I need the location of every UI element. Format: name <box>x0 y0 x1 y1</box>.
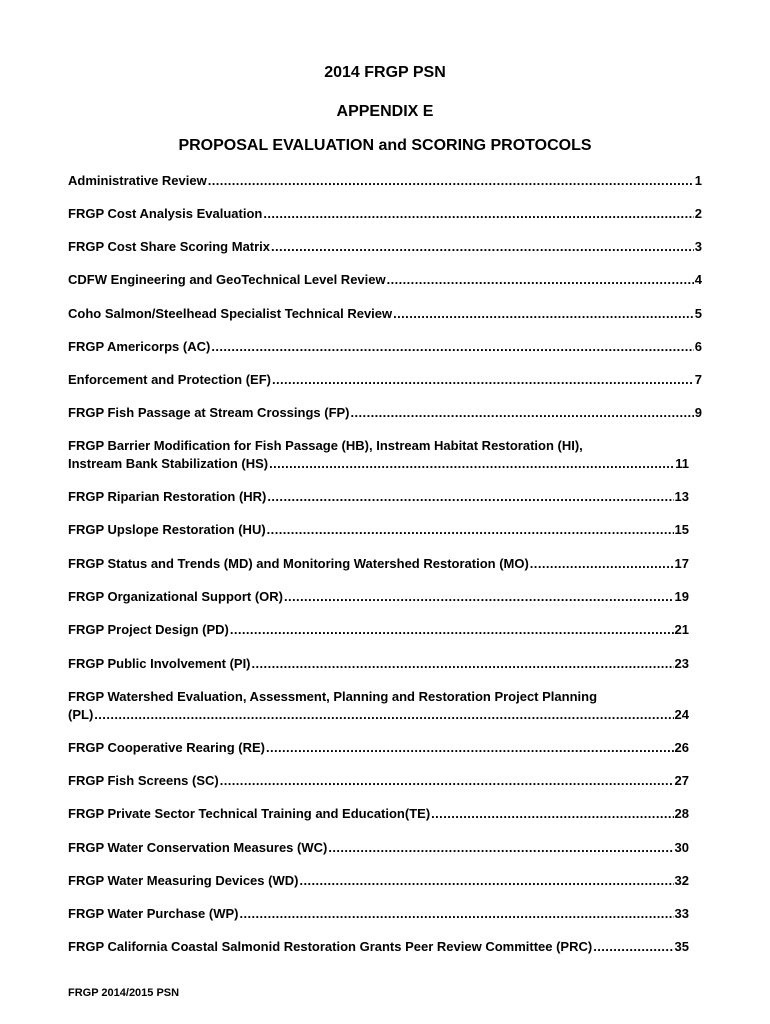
toc-entry-title: FRGP Cooperative Rearing (RE) <box>68 740 265 755</box>
toc-page-number: 5 <box>694 306 702 321</box>
toc-dot-leader <box>269 455 674 473</box>
toc-entry[interactable] <box>68 305 702 323</box>
toc-dot-leader <box>299 872 673 890</box>
toc-page-number: 17 <box>674 556 689 571</box>
toc-entry[interactable] <box>68 371 702 389</box>
toc-entry[interactable] <box>68 488 702 506</box>
toc-entry-title: FRGP Cost Analysis Evaluation <box>68 206 263 221</box>
toc-entry-title: FRGP Cost Share Scoring Matrix <box>68 239 271 254</box>
toc-entry-title: FRGP Water Measuring Devices (WD) <box>68 873 299 888</box>
toc-dot-leader <box>211 338 693 356</box>
toc-dot-leader <box>263 205 693 223</box>
toc-entry-title: FRGP Riparian Restoration (HR) <box>68 489 267 504</box>
toc-dot-leader <box>220 772 674 790</box>
toc-entry-title: (PL) <box>68 707 94 722</box>
toc-dot-leader <box>208 172 694 190</box>
toc-page-number: 6 <box>694 339 702 354</box>
toc-entry-title: FRGP Fish Passage at Stream Crossings (FP) <box>68 405 350 420</box>
toc-entry[interactable] <box>68 655 702 673</box>
toc-page-number: 35 <box>674 939 689 954</box>
toc-page-number: 30 <box>674 840 689 855</box>
toc-dot-leader <box>284 588 674 606</box>
toc-entry[interactable] <box>68 739 702 757</box>
toc-entry-title: FRGP California Coastal Salmonid Restoration Grants Peer Review Committee (PRC) <box>68 939 593 954</box>
section-heading: PROPOSAL EVALUATION and SCORING PROTOCOLS <box>178 137 592 154</box>
toc-dot-leader <box>267 521 674 539</box>
toc-entry-title: Enforcement and Protection (EF) <box>68 372 271 387</box>
toc-dot-leader <box>94 706 673 724</box>
toc-entry[interactable] <box>68 772 702 790</box>
toc-entry[interactable] <box>68 588 702 606</box>
toc-page-number: 19 <box>674 589 689 604</box>
toc-entry[interactable] <box>68 238 702 256</box>
toc-dot-leader <box>271 238 694 256</box>
toc-dot-leader <box>266 739 674 757</box>
toc-page-number: 13 <box>674 489 689 504</box>
toc-entry[interactable] <box>68 205 702 223</box>
toc-entry[interactable] <box>68 621 702 639</box>
toc-dot-leader <box>530 555 674 573</box>
toc-entry-title: Coho Salmon/Steelhead Specialist Technical Review <box>68 306 393 321</box>
toc-dot-leader <box>239 905 673 923</box>
toc-page-number: 11 <box>675 456 689 471</box>
toc-entry[interactable] <box>68 437 702 473</box>
toc-entry[interactable] <box>68 404 702 422</box>
toc-entry[interactable] <box>68 905 702 923</box>
toc-entry-title: Instream Bank Stabilization (HS) <box>68 456 269 471</box>
toc-page-number: 2 <box>694 206 702 221</box>
toc-entry-title-line1: FRGP Watershed Evaluation, Assessment, Planning and Restoration Project Planning <box>68 689 598 704</box>
page-footer: FRGP 2014/2015 PSN <box>68 987 180 999</box>
toc-page-number: 28 <box>674 806 689 821</box>
toc-entry-title: Administrative Review <box>68 173 207 188</box>
toc-entry-title: FRGP Americorps (AC) <box>68 339 211 354</box>
toc-entry-title-line1: FRGP Barrier Modification for Fish Passage (HB), Instream Habitat Restoration (HI), <box>68 438 583 453</box>
toc-dot-leader <box>351 404 694 422</box>
toc-entry[interactable] <box>68 938 702 956</box>
toc-dot-leader <box>272 371 694 389</box>
toc-page-number: 33 <box>674 906 689 921</box>
toc-page-number: 7 <box>694 372 702 387</box>
toc-entry[interactable] <box>68 555 702 573</box>
toc-dot-leader <box>252 655 674 673</box>
toc-dot-leader <box>593 938 673 956</box>
toc-dot-leader <box>267 488 673 506</box>
toc-entry[interactable] <box>68 338 702 356</box>
toc-entry-title: FRGP Organizational Support (OR) <box>68 589 283 604</box>
toc-page-number: 26 <box>674 740 689 755</box>
toc-page-number: 1 <box>694 173 702 188</box>
toc-entry[interactable] <box>68 688 702 724</box>
toc-dot-leader <box>230 621 674 639</box>
toc-dot-leader <box>431 805 673 823</box>
toc-page-number: 27 <box>674 773 689 788</box>
document-title: 2014 FRGP PSN <box>324 64 446 81</box>
toc-entry[interactable] <box>68 271 702 289</box>
toc-entry[interactable] <box>68 805 702 823</box>
toc-entry-title: FRGP Water Purchase (WP) <box>68 906 239 921</box>
appendix-heading: APPENDIX E <box>336 103 434 120</box>
toc-page-number: 23 <box>674 656 689 671</box>
toc-entry-title: FRGP Status and Trends (MD) and Monitoring Watershed Restoration (MO) <box>68 556 529 571</box>
toc-page-number: 32 <box>674 873 689 888</box>
toc-page-number: 15 <box>674 522 689 537</box>
toc-entry-title: FRGP Private Sector Technical Training and Education(TE) <box>68 806 431 821</box>
toc-page-number: 24 <box>674 707 689 722</box>
toc-dot-leader <box>387 271 694 289</box>
toc-page-number: 9 <box>694 405 702 420</box>
toc-entry[interactable] <box>68 521 702 539</box>
toc-page-number: 21 <box>674 622 689 637</box>
toc-entry[interactable] <box>68 839 702 857</box>
toc-page-number: 3 <box>694 239 702 254</box>
toc-entry[interactable] <box>68 172 702 190</box>
toc-entry-title: FRGP Public Involvement (PI) <box>68 656 251 671</box>
toc-entry-title: FRGP Fish Screens (SC) <box>68 773 219 788</box>
toc-entry[interactable] <box>68 872 702 890</box>
toc-page-number: 4 <box>694 272 702 287</box>
toc-entry-title: CDFW Engineering and GeoTechnical Level Review <box>68 272 386 287</box>
toc-dot-leader <box>328 839 673 857</box>
toc-entry-title: FRGP Project Design (PD) <box>68 622 229 637</box>
toc-entry-title: FRGP Water Conservation Measures (WC) <box>68 840 328 855</box>
toc-entry-title: FRGP Upslope Restoration (HU) <box>68 522 266 537</box>
toc-dot-leader <box>393 305 694 323</box>
